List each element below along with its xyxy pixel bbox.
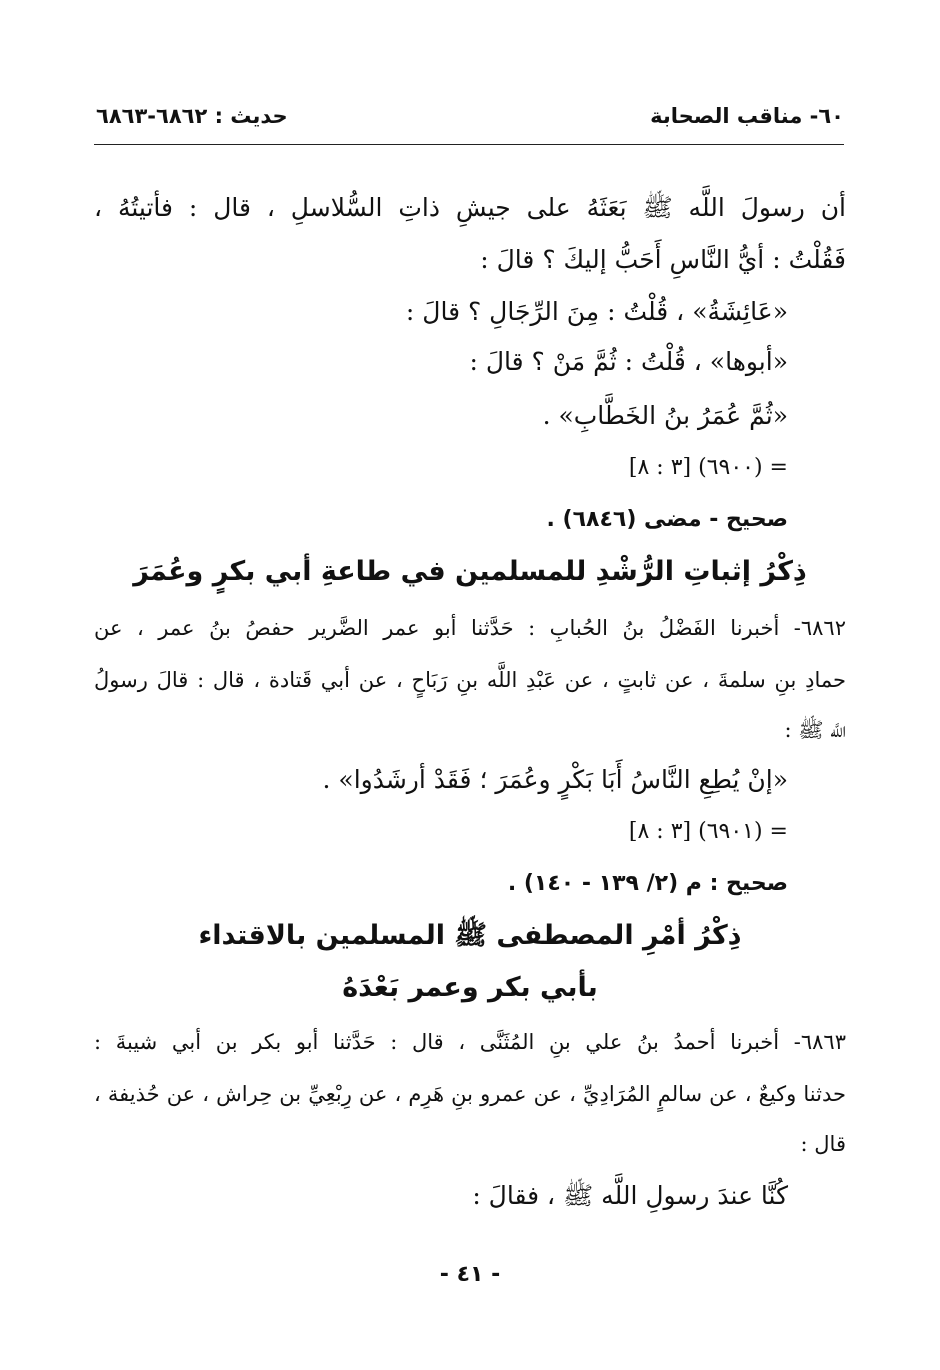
hadith-chain-line: حدثنا وكيعٌ ، عن سالمٍ المُرَادِيِّ ، عن عمرو بنِ هَرِم ، عن رِبْعِيِّ بن حِراش ، عن حُذيفة ،	[94, 1082, 846, 1106]
text-line: «ثُمَّ عُمَرُ بنُ الخَطَّابِ» .	[542, 401, 788, 430]
text-line: «عَائِشَةُ» ، قُلْتُ : مِنَ الرِّجَالِ ؟ قالَ :	[405, 297, 788, 326]
hadith-chain-line: ٦٨٦٣- أخبرنا أحمدُ بنُ علي بنِ المُثَنَّى ، قال : حَدَّثنا أبو بكر بن أبي شيبةَ :	[94, 1030, 846, 1054]
text-line: فَقُلْتُ : أيُّ النَّاسِ أَحَبُّ إليكَ ؟ قالَ :	[480, 245, 846, 274]
section-heading-continued: بأبي بكر وعمر بَعْدَهُ	[342, 972, 598, 1003]
page-number: - ٤١ -	[439, 1262, 501, 1287]
grading-note: صحيح - مضى (٦٨٤٦) .	[546, 507, 788, 532]
hadith-chain-line: قال :	[800, 1132, 846, 1156]
hadith-chain-line: حمادِ بنِ سلمةَ ، عن ثابتٍ ، عن عَبْدِ اللَّه بنِ رَبَاحٍ ، عن أبي قَتادة ، قال : قالَ رسولُ	[94, 668, 846, 692]
grading-note: صحيح : م (٢/ ١٣٩ - ١٤٠) .	[507, 871, 788, 896]
hadith-chain-line: ٦٨٦٢- أخبرنا الفَضْلُ بنُ الحُبابِ : حَدَّثنا أبو عمر الضَّرير حفصُ بنُ عمر ، عن	[94, 616, 846, 640]
header-rule	[94, 144, 844, 145]
hadith-text: «إنْ يُطِعِ النَّاسُ أَبَا بَكْرٍ وعُمَرَ ؛ فَقَدْ أرشَدُوا» .	[322, 765, 788, 794]
cross-reference: = (٦٩٠١) [٣ : ٨]	[628, 819, 788, 844]
text-line: «أبوها» ، قُلْتُ : ثُمَّ مَنْ ؟ قالَ :	[469, 347, 788, 376]
hadith-text: كُنَّا عندَ رسولِ اللَّه ﷺ ، فقالَ :	[472, 1181, 788, 1210]
text-line: أن رسولَ اللَّه ﷺ بَعَثَهُ على جيشِ ذاتِ السُّلاسلِ ، قال : فأتيتُهُ ،	[94, 193, 846, 222]
section-heading: ذِكْرُ إثباتِ الرُّشْدِ للمسلمين في طاعةِ أبي بكرٍ وعُمَرَ	[133, 556, 807, 587]
hadith-chain-line: اللَّه ﷺ :	[784, 718, 846, 742]
running-header-chapter: ٦٠- مناقب الصحابة	[650, 104, 844, 128]
section-heading: ذِكْرُ أمْرِ المصطفى ﷺ المسلمين بالاقتداء	[198, 920, 742, 951]
running-header-hadith-range: حديث : ٦٨٦٢-٦٨٦٣	[96, 104, 288, 128]
cross-reference: = (٦٩٠٠) [٣ : ٨]	[628, 455, 788, 480]
